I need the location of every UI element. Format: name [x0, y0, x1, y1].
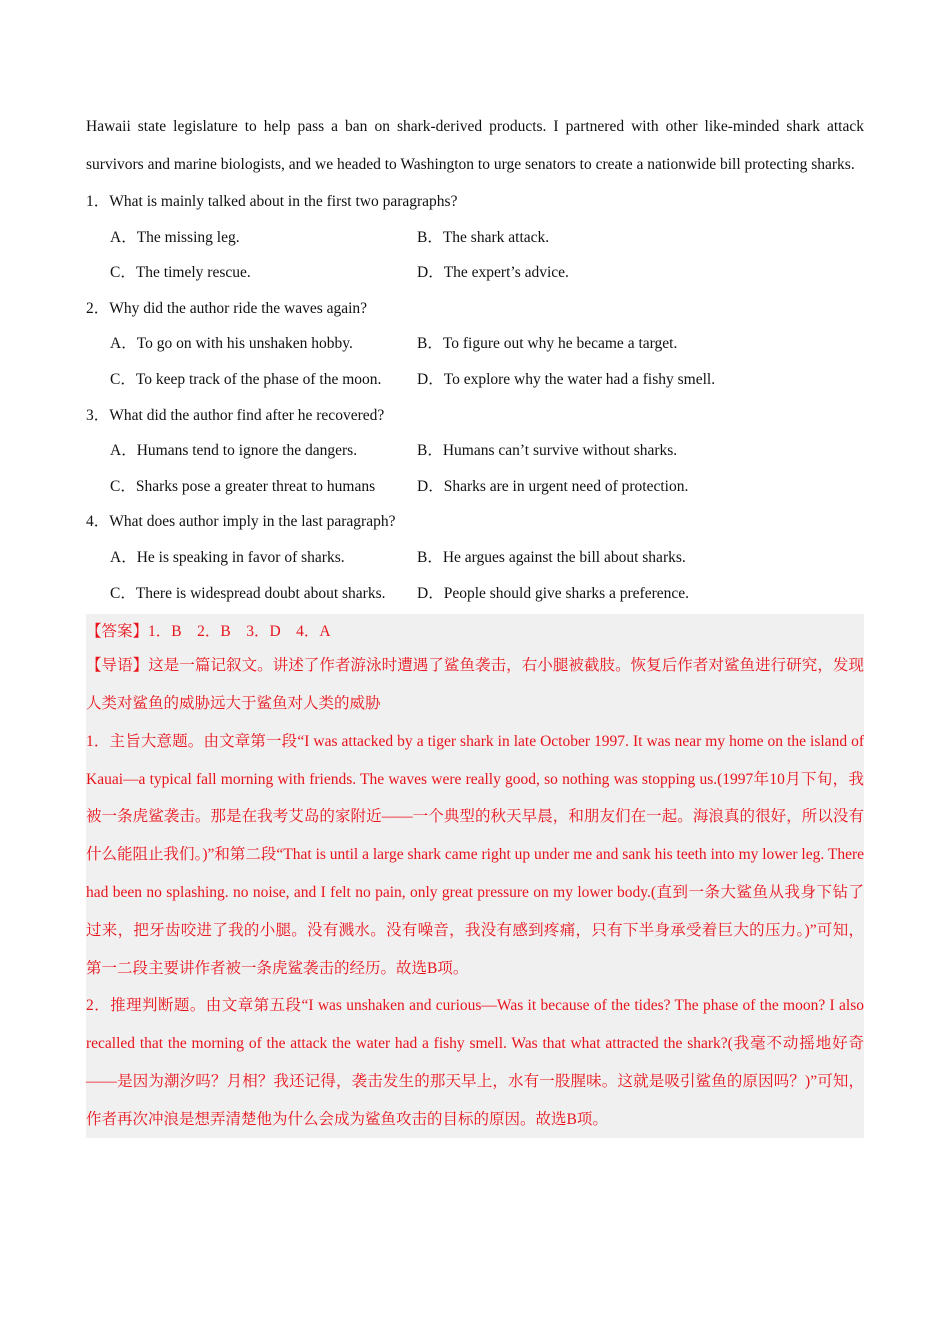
option-c: C．The timely rescue. [110, 264, 251, 282]
option-row [86, 220, 864, 256]
option-c: C．There is widespread doubt about sharks. [110, 584, 386, 602]
question-stem: 3．What did the author find after he recovered? [86, 406, 385, 424]
question-stem: 2．Why did the author ride the waves again? [86, 299, 368, 317]
option-row [86, 255, 864, 291]
explanation-1: 1．主旨大意题。由文章第一段“I was attacked by a tiger shark in late October 1997. It was near my home on the island of Kauai—a typical fall morning with friends. The waves were really good, so nothing was stopping us.(1997年10月下旬，我被一条虎鲨袭击。那是在我考艾岛的家附近——一个典型的秋天早晨，和朋友们在一起。海浪真的很好，所以没有什么能阻止我们。)”和第二段“That is until a large shark came right up under me and sank his teeth into my lower leg. There had been no splashing. no noise, and I felt no pain, only great pressure on my lower body.(直到一条大鲨鱼从我身下钻了过来，把牙齿咬进了我的小腿。没有溅水。没有噪音，我没有感到疼痛，只有下半身承受着巨大的压力。)”可知，第一二段主要讲作者被一条虎鲨袭击的经历。故选B项。 [86, 732, 865, 977]
option-row [86, 540, 864, 576]
option-b: B．Humans can’t survive without sharks. [417, 442, 678, 460]
option-b: B．He argues against the bill about sharks. [417, 548, 686, 566]
option-row [86, 433, 864, 469]
answer-key [86, 614, 864, 647]
option-row [86, 469, 864, 505]
option-row [86, 576, 864, 612]
question-stem: 4．What does author imply in the last paragraph? [86, 513, 396, 531]
document-page [86, 108, 864, 1138]
option-row [86, 362, 864, 398]
option-b: B．To figure out why he became a target. [417, 335, 678, 353]
question-item [86, 184, 864, 291]
option-row [86, 326, 864, 362]
guide-label: 【导语】 [86, 657, 149, 675]
question-stem: 1．What is mainly talked about in the first two paragraphs? [86, 193, 458, 210]
option-d: D．People should give sharks a preference. [417, 584, 690, 602]
option-a: A．The missing leg. [110, 228, 240, 246]
option-d: D．Sharks are in urgent need of protection. [417, 477, 689, 495]
answer-section [86, 614, 864, 1138]
question-item [86, 291, 864, 398]
option-a: A．Humans tend to ignore the dangers. [110, 442, 358, 460]
intro-paragraph: Hawaii state legislature to help pass a ban on shark-derived products. I partnered with other like-minded shark attack survivors and marine biologists, and we headed to Washington to urge senators to create a nationwide bill protecting sharks. [86, 118, 864, 173]
question-list [86, 184, 864, 611]
question-item [86, 504, 864, 611]
option-d: D．The expert’s advice. [417, 264, 569, 282]
option-c: C．Sharks pose a greater threat to humans [110, 477, 376, 495]
explanation-2: 2．推理判断题。由文章第五段“I was unshaken and curious—Was it because of the tides? The phase of the moon? I also recalled that the morning of the attack the water had a fishy smell. Was that what attracted the shark?(我毫不动摇地好奇——是因为潮汐吗？月相？我还记得，袭击发生的那天早上，水有一股腥味。这就是吸引鲨鱼的原因吗？)”可知，作者再次冲浪是想弄清楚他为什么会成为鲨鱼攻击的目标的原因。故选B项。 [86, 997, 864, 1128]
question-item [86, 398, 864, 505]
guide-body: 这是一篇记叙文。讲述了作者游泳时遭遇了鲨鱼袭击，右小腿被截肢。恢复后作者对鲨鱼进行研究，发现人类对鲨鱼的威胁远大于鲨鱼对人类的威胁 [86, 657, 864, 712]
option-a: A．To go on with his unshaken hobby. [110, 335, 353, 353]
answer-key-text: 1．B 2．B 3．D 4．A [148, 623, 331, 641]
option-a: A．He is speaking in favor of sharks. [110, 548, 345, 566]
answer-key-label: 【答案】 [86, 623, 149, 641]
option-c: C．To keep track of the phase of the moon. [110, 370, 382, 388]
option-d: D．To explore why the water had a fishy smell. [417, 370, 716, 388]
guide-text [86, 647, 864, 723]
option-b: B．The shark attack. [417, 228, 550, 246]
